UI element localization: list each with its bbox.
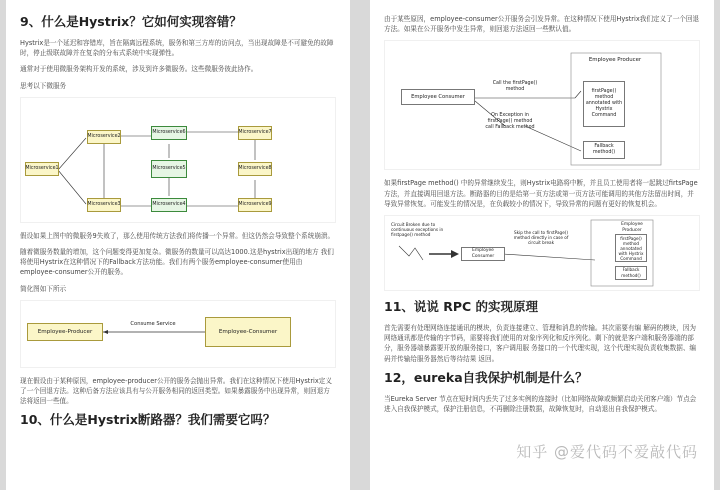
employee-producer-title: Employee Producer xyxy=(588,57,642,64)
paragraph-simplified: 简化图如下所示 xyxy=(20,284,67,293)
microservice-5: Microservice5 xyxy=(151,160,187,178)
employee-consumer-box-1: Employee Consumer xyxy=(401,89,475,105)
fallback-method-box-2: Fallback method() xyxy=(615,266,647,280)
microservices-diagram xyxy=(20,97,336,223)
heading-q9: 9、什么是Hystrix？它如何实现容错？ xyxy=(20,14,242,29)
employee-producer-box: Employee-Producer xyxy=(27,323,103,341)
employee-consumer-box-2: Employee Consumer xyxy=(461,247,505,261)
circuit-broken-note: Circuit Broken due to continuous exceptions in firstpage() method xyxy=(391,222,444,238)
paragraph-fallback: 现在假设由于某种原因，employee-producer公开的服务会抛出异常。我们在这种情况下使用Hystrix定义了一个回退方法。这种后备方法应该具有与公开服务相同的返回类型。如果暴露服务中出现异常，则回退方法将返回一些值。 xyxy=(20,376,332,406)
paragraph-failure: 假设如果上图中的微服务9失败了，那么使用传统方法我们将传播一个异常。但这仍然会导致整个系统崩溃。 xyxy=(20,231,335,240)
paragraph-eureka: 当Eureka Server 节点在短时间内丢失了过多实例的连接时（比如网络故障或频繁启动关闭客户端）节点会进入自我保护模式，保护注册信息，不再删除注册数据，故障恢复时，自动退出自我保护模式。 xyxy=(384,394,697,414)
paragraph-microservices: 通常对于使用微服务架构开发的系统，涉及到许多微服务。这些微服务彼此协作。 xyxy=(20,65,258,74)
first-page-method-box-2: firstPage() method annotated with Hystrix Command xyxy=(615,234,647,262)
first-page-method-box: firstPage() method annotated with Hystrix Command xyxy=(583,81,625,127)
heading-q12: 12，eureka自我保护机制是什么？ xyxy=(384,369,588,385)
heading-q11: 11、说说 RPC 的实现原理 xyxy=(384,299,539,315)
microservice-6: Microservice6 xyxy=(151,126,187,140)
paragraph-circuit-break: 如果firstPage method() 中的异常继续发生，则Hystrix电路将中断，并且员工使用者将一起跳过firtsPage方法，并直接调用回退方法。断路器的目的是给第一页方法或第一页方法可能调用的其他方法留出时间，并导致异常恢复。可能发生的情况是，在负载较小的情况下，导致异常的问题有更好的恢复机会。 xyxy=(384,179,698,208)
paragraph-hystrix-intro: Hystrix是一个延迟和容错库，旨在隔离远程系统，服务和第三方库的访问点，当出现故障是不可避免的故障时，停止级联故障并在复杂的分布式系统中实现弹性。 xyxy=(20,39,334,58)
microservice-9: Microservice9 xyxy=(238,198,272,212)
microservice-3: Microservice3 xyxy=(87,198,121,212)
zhihu-watermark: 知乎 @爱代码不爱敲代码 xyxy=(516,443,698,461)
fallback-method-box: Fallback method() xyxy=(583,141,625,159)
microservice-2: Microservice2 xyxy=(87,130,121,144)
circuit-breaker-diagram xyxy=(384,215,700,291)
paragraph-growth: 随着微服务数量的增加，这个问题变得更加复杂。微服务的数量可以高达1000.这是hystrix出现的地方 我们将使用Hystrix在这种情况下的Fallback方法功能。我们有两个服务employee-consumer使用由employee-consumer公开的服务。 xyxy=(20,248,334,277)
paragraph-consider: 思考以下微服务 xyxy=(20,81,67,90)
microservice-4: Microservice4 xyxy=(151,198,187,212)
left-page xyxy=(6,0,350,490)
heading-q10: 10、什么是Hystrix断路器？我们需要它吗？ xyxy=(20,412,276,428)
microservice-8: Microservice8 xyxy=(238,162,272,176)
paragraph-consumer-exception: 由于某些原因，employee-consumer公开服务会引发异常。在这种情况下使用Hystrix我们定义了一个回退方法。如果在公开服务中发生异常，则回退方法返回一些默认值。 xyxy=(384,15,700,34)
consume-service-label: Consume Service xyxy=(130,320,176,327)
call-first-page-label: Call the firstPage() method xyxy=(492,81,538,93)
employee-producer-title-2: Employee Producer xyxy=(621,222,643,234)
microservice-7: Microservice7 xyxy=(238,126,272,140)
microservice-1: Microservice1 xyxy=(25,162,59,176)
skip-call-label: Skip the call to firstPage() method directly in case of circuit break xyxy=(513,230,569,246)
right-page xyxy=(370,0,714,490)
fallback-diagram xyxy=(384,40,700,170)
paragraph-rpc: 首先需要有处理网络连接通讯的模块，负责连接建立、管理和消息的传输。其次需要有编 解码的模块，因为网络通讯都是传输的字节码，需要将我们使用的对象序列化和反序列化。剩下的就是客户端和服务器端的部分，服务器端暴露要开放的服务接口，客户调用服 务接口的一个代理实现，这个代理实现负责收集数据、编码并传输给服务器然后等待结果 返回。 xyxy=(384,324,697,363)
on-exception-label: On Exception in firstPage() method call Fallback method xyxy=(485,113,535,131)
producer-consumer-diagram xyxy=(20,300,336,368)
employee-consumer-box: Employee-Consumer xyxy=(205,317,291,347)
